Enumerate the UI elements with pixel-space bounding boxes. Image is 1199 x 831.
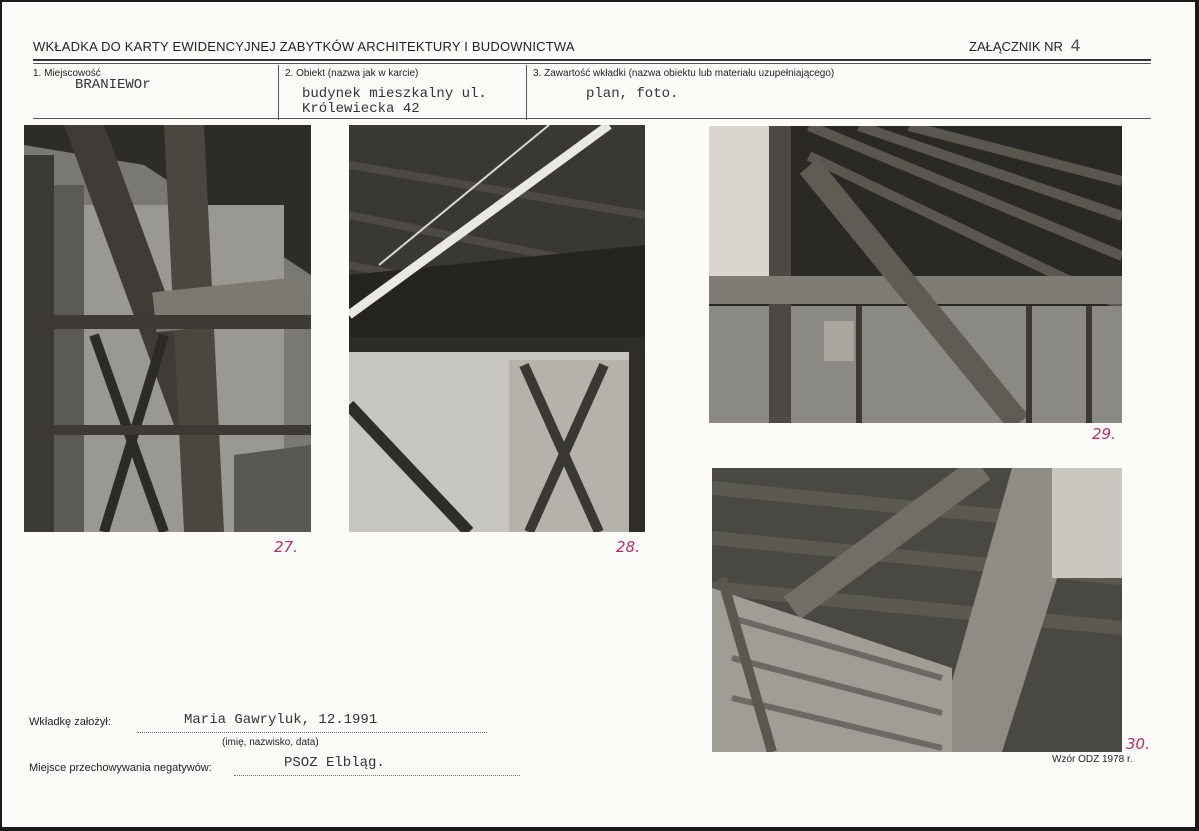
photo-number-27: 27.: [274, 538, 298, 556]
annex-label: ZAŁĄCZNIK NR: [969, 39, 1063, 54]
header-rule: [33, 59, 1151, 61]
photo-attic-28: [349, 125, 645, 532]
photo-number-29: 29.: [1092, 425, 1116, 443]
locality-value: BRANIEWOr: [75, 77, 151, 93]
object-value-line2: Królewiecka 42: [302, 101, 420, 117]
annex-number: [969, 36, 1081, 55]
contents-label: 3. Zawartość wkładki (nazwa obiektu lub materiału uzupełniającego): [533, 68, 835, 79]
object-label: 2. Obiekt (nazwa jak w karcie): [285, 68, 419, 79]
photo-attic-27: [24, 125, 311, 532]
photo-attic-30: [712, 468, 1122, 752]
storage-value: PSOZ Elbląg.: [284, 755, 385, 771]
founded-value: Maria Gawryluk, 12.1991: [184, 712, 378, 728]
founded-hint: (imię, nazwisko, data): [222, 737, 319, 748]
fields-bottom-rule: [33, 118, 1151, 119]
locality-label: 1. Miejscowość: [33, 68, 101, 79]
card-title: WKŁADKA DO KARTY EWIDENCYJNEJ ZABYTKÓW ARCHITEKTURY I BUDOWNICTWA: [33, 39, 575, 54]
header-rule-thin: [33, 63, 1151, 64]
photo-number-30: 30.: [1126, 735, 1150, 753]
photo-attic-29: [709, 126, 1122, 423]
object-value-line1: budynek mieszkalny ul.: [302, 86, 487, 102]
contents-value: plan, foto.: [586, 86, 679, 102]
storage-label: Miejsce przechowywania negatywów:: [29, 762, 212, 774]
annex-number-value: 4: [1070, 36, 1081, 55]
founded-label: Wkładkę założył:: [29, 716, 111, 728]
field-divider: [526, 65, 527, 120]
form-mark: Wzór ODZ 1978 r.: [1052, 754, 1133, 765]
field-divider: [278, 65, 279, 120]
founded-line: [137, 732, 487, 733]
storage-line: [234, 775, 520, 776]
record-card: [2, 2, 1195, 827]
photo-number-28: 28.: [616, 538, 640, 556]
